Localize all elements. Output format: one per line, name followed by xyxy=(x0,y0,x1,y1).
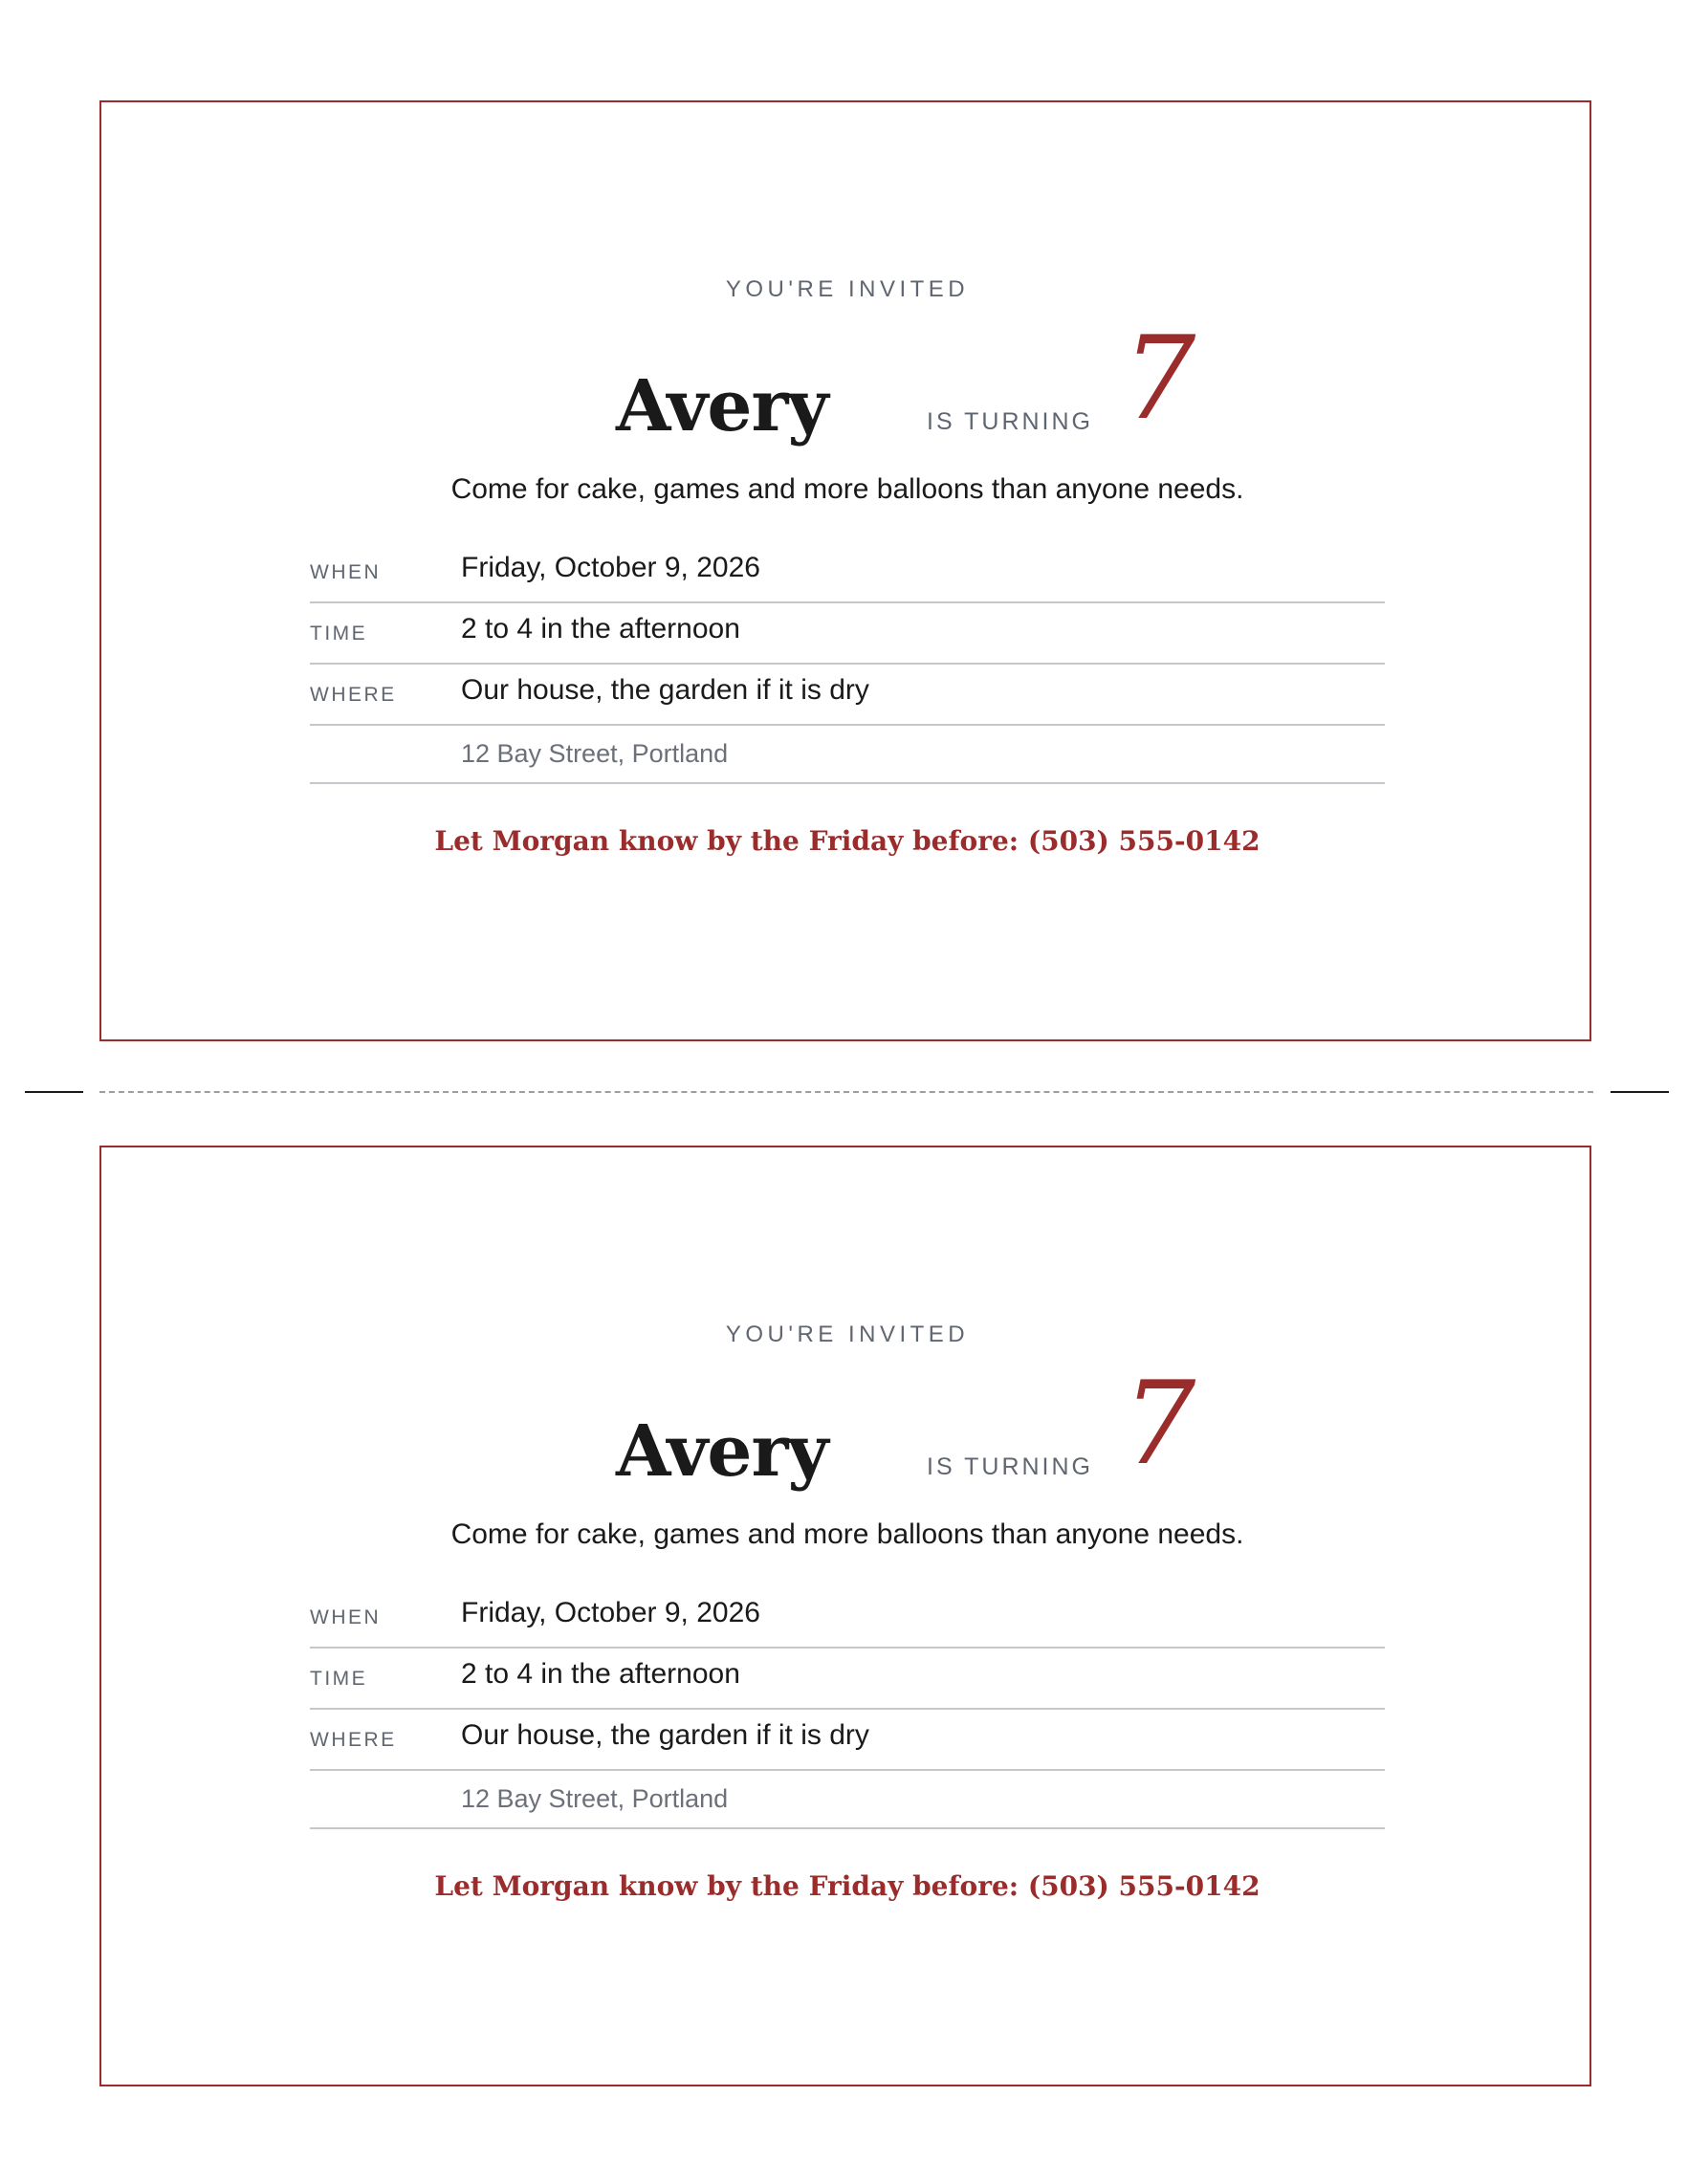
detail-row-where xyxy=(310,1710,1385,1771)
age-number: 7 xyxy=(1123,313,1196,446)
detail-row-when xyxy=(310,542,1385,603)
address-value: 12 Bay Street, Portland xyxy=(461,1784,729,1813)
where-value: Our house, the garden if it is dry xyxy=(461,1719,869,1751)
invitation-card xyxy=(99,1146,1591,2086)
time-label: TIME xyxy=(310,1668,368,1690)
cut-line xyxy=(25,1091,1670,1095)
invitation-content xyxy=(310,102,1385,1039)
rsvp-line: Let Morgan know by the Friday before: (503) 555-0142 xyxy=(434,825,1261,857)
details-table xyxy=(310,1587,1385,1829)
when-value: Friday, October 9, 2026 xyxy=(461,1597,760,1628)
address-value: 12 Bay Street, Portland xyxy=(461,739,729,768)
detail-row-time xyxy=(310,603,1385,665)
cut-mark-left xyxy=(25,1091,83,1093)
detail-row-address xyxy=(310,1771,1385,1829)
invitation-content xyxy=(310,1147,1385,2085)
when-label: WHEN xyxy=(310,561,382,583)
time-label: TIME xyxy=(310,622,368,644)
invite-eyebrow: YOU'RE INVITED xyxy=(725,1321,970,1347)
where-value: Our house, the garden if it is dry xyxy=(461,674,869,706)
when-label: WHEN xyxy=(310,1606,382,1628)
invite-headline xyxy=(310,313,1385,466)
rsvp-line: Let Morgan know by the Friday before: (503) 555-0142 xyxy=(434,1870,1261,1902)
detail-row-time xyxy=(310,1649,1385,1710)
turning-label: IS TURNING xyxy=(927,408,1093,435)
invite-tagline: Come for cake, games and more balloons than anyone needs. xyxy=(450,1518,1244,1550)
when-value: Friday, October 9, 2026 xyxy=(461,552,760,583)
turning-label: IS TURNING xyxy=(927,1453,1093,1480)
cut-dashes xyxy=(99,1091,1593,1093)
invitation-card xyxy=(99,100,1591,1041)
time-value: 2 to 4 in the afternoon xyxy=(461,613,740,644)
where-label: WHERE xyxy=(310,684,397,706)
invite-headline xyxy=(310,1358,1385,1511)
invite-tagline: Come for cake, games and more balloons than anyone needs. xyxy=(450,473,1244,505)
invite-eyebrow: YOU'RE INVITED xyxy=(725,276,970,302)
child-name: Avery xyxy=(616,1410,828,1493)
time-value: 2 to 4 in the afternoon xyxy=(461,1658,740,1690)
detail-row-address xyxy=(310,726,1385,784)
detail-row-where xyxy=(310,665,1385,726)
detail-row-when xyxy=(310,1587,1385,1649)
child-name: Avery xyxy=(616,365,828,448)
details-table xyxy=(310,542,1385,784)
age-number: 7 xyxy=(1123,1358,1196,1491)
cut-mark-right xyxy=(1611,1091,1669,1093)
where-label: WHERE xyxy=(310,1729,397,1751)
